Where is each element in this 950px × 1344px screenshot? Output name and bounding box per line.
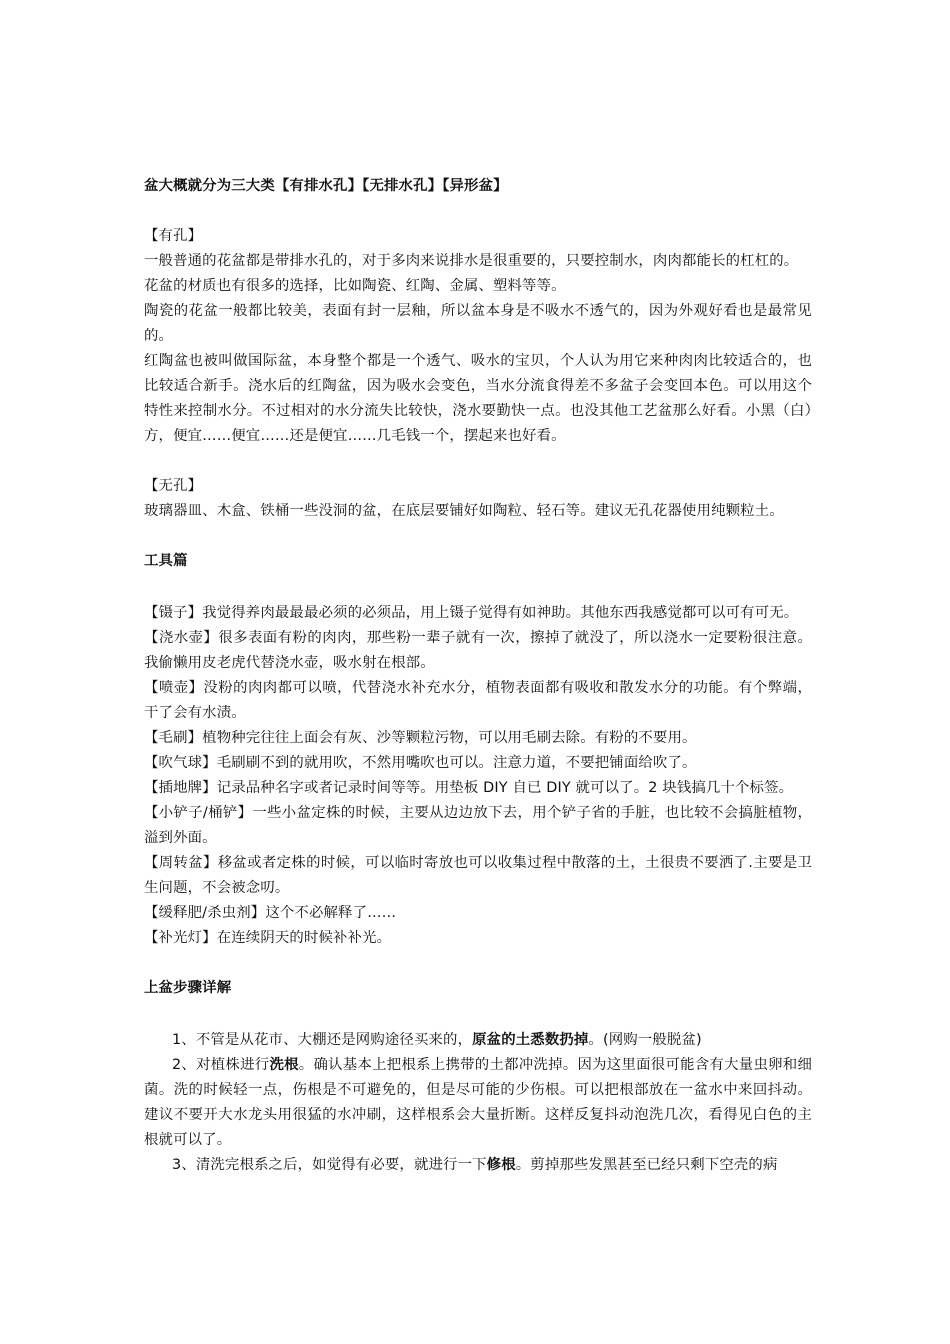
spacer <box>144 1001 812 1028</box>
spacer <box>144 951 812 976</box>
spacer <box>144 524 812 549</box>
spacer <box>144 574 812 601</box>
document-page <box>144 174 812 1178</box>
paragraph: 一般普通的花盆都是带排水孔的，对于多肉来说排水是很重要的，只要控制水，肉肉都能长的杠杠的。 <box>144 253 799 269</box>
tool-item: 【缓释肥/杀虫剂】这个不必解释了…… <box>144 905 397 921</box>
step-text: 。(网购一般脱盆) <box>588 1032 702 1048</box>
steps-heading: 上盆步骤详解 <box>144 980 232 996</box>
step-2 <box>144 1053 812 1153</box>
tool-item: 【喷壶】没粉的肉肉都可以喷，代替浇水补充水分，植物表面都有吸收和散发水分的功能。有个弊端，干了会有水渍。 <box>144 680 812 721</box>
tool-item: 【浇水壶】很多表面有粉的肉肉，那些粉一辈子就有一次，擦掉了就没了，所以浇水一定要粉很注意。我偷懒用皮老虎代替浇水壶，吸水射在根部。 <box>144 630 812 671</box>
step-text: 3、清洗完根系之后，如觉得有必要，就进行一下 <box>172 1157 487 1173</box>
tool-item: 【吹气球】毛刷刷不到的就用吹，不然用嘴吹也可以。注意力道，不要把铺面给吹了。 <box>144 755 697 771</box>
step-text: 2、对植株进行 <box>172 1057 270 1073</box>
tool-item: 【镊子】我觉得养肉最最最必须的必须品，用上镊子觉得有如神助。其他东西我感觉都可以可有可无。 <box>144 605 799 621</box>
tools-heading: 工具篇 <box>144 553 188 569</box>
step-text: 。剪掉那些发黑甚至已经只剩下空壳的病 <box>515 1157 778 1173</box>
tool-item: 【周转盆】移盆或者定株的时候，可以临时寄放也可以收集过程中散落的土，土很贵不要洒了.主要是卫生问题，不会被念叨。 <box>144 855 812 896</box>
section-label-has-hole: 【有孔】 <box>144 228 203 244</box>
section-label-no-hole: 【无孔】 <box>144 478 203 494</box>
step-emphasis: 洗根 <box>269 1057 299 1073</box>
paragraph: 花盆的材质也有很多的选择，比如陶瓷、红陶、金属、塑料等等。 <box>144 278 566 294</box>
spacer <box>144 199 812 224</box>
spacer <box>144 449 812 474</box>
document-title: 盆大概就分为三大类【有排水孔】【无排水孔】【异形盆】 <box>144 178 508 194</box>
step-text: 1、不管是从花市、大棚还是网购途径买来的， <box>172 1032 473 1048</box>
step-emphasis: 原盆的土悉数扔掉 <box>472 1032 589 1048</box>
step-emphasis: 修根 <box>486 1157 516 1173</box>
tool-item: 【补光灯】在连续阴天的时候补补光。 <box>144 930 392 946</box>
step-3 <box>144 1153 812 1178</box>
tool-item: 【毛刷】植物种完往往上面会有灰、沙等颗粒污物，可以用毛刷去除。有粉的不要用。 <box>144 730 697 746</box>
tool-item: 【小铲子/桶铲】一些小盆定株的时候，主要从边边放下去，用个铲子省的手脏，也比较不会搞脏植物，溢到外面。 <box>144 805 812 846</box>
step-text: 。确认基本上把根系上携带的土都冲洗掉。因为这里面很可能含有大量虫卵和细菌。洗的时候轻一点，伤根是不可避免的，但是尽可能的少伤根。可以把根部放在一盆水中来回抖动。建议不要开大水龙头用很猛的水冲刷，这样根系会大量折断。这样反复抖动泡洗几次，看得见白色的主根就可以了。 <box>144 1057 812 1148</box>
tool-item: 【插地牌】记录品种名字或者记录时间等等。用垫板 DIY 自已 DIY 就可以了。2 块钱搞几十个标签。 <box>144 780 794 796</box>
step-1 <box>144 1028 812 1053</box>
paragraph: 玻璃器皿、木盒、铁桶一些没洞的盆，在底层要铺好如陶粒、轻石等。建议无孔花器使用纯颗粒土。 <box>144 503 784 519</box>
paragraph: 陶瓷的花盆一般都比较美，表面有封一层釉，所以盆本身是不吸水不透气的，因为外观好看也是最常见的。 <box>144 303 812 344</box>
paragraph: 红陶盆也被叫做国际盆，本身整个都是一个透气、吸水的宝贝，个人认为用它来种肉肉比较适合的，也比较适合新手。浇水后的红陶盆，因为吸水会变色，当水分流食得差不多盆子会变回本色。可以用这个特性来控制水分。不过相对的水分流失比较快，浇水要勤快一点。也没其他工艺盆那么好看。小黑（白）方，便宜……便宜……还是便宜……几毛钱一个，摆起来也好看。 <box>144 353 812 444</box>
